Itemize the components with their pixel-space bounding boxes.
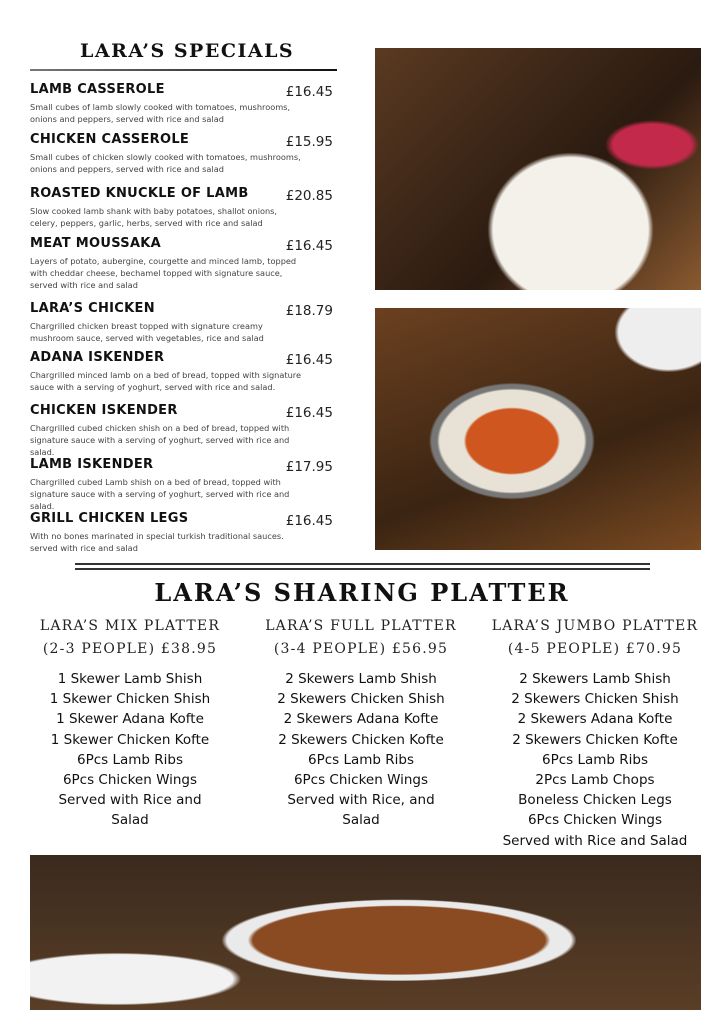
platter-line: 6Pcs Lamb Ribs [307,751,415,768]
item-description: Chargrilled chicken breast topped with signature creamy mushroom sauce, served with vegetables, rice and salad [30,321,264,343]
menu-item [30,132,336,175]
item-name: CHICKEN CASSEROLE [30,132,190,147]
platter-line: 6Pcs Chicken Wings [527,812,663,829]
item-price: £17.95 [285,459,333,475]
item-name: ROASTED KNUCKLE OF LAMB [30,186,249,201]
platter-people-price: (4-5 PEOPLE) £70.95 [507,641,683,657]
platter-name: LARA’S MIX PLATTER [39,618,221,634]
platter-line: Served with Rice and [58,792,202,809]
item-price: £16.45 [285,84,333,100]
platter-line: 1 Skewer Adana Kofte [56,711,204,728]
item-price: £15.95 [285,134,333,150]
item-name: LAMB CASSEROLE [30,82,165,97]
menu-item [30,403,336,458]
item-name: ADANA ISKENDER [30,350,165,365]
title-divider [30,69,337,71]
item-description: Layers of potato, aubergine, courgette and minced lamb, topped with cheddar cheese, bechamel topped with signature sauce, served with rice and salad [30,256,297,290]
platter-line: 1 Skewer Lamb Shish [57,671,203,687]
platter-people-price: (3-4 PEOPLE) £56.95 [273,641,449,657]
platter-people-price: (2-3 PEOPLE) £38.95 [42,641,218,657]
casserole-photo [375,308,701,550]
section-divider [75,563,650,565]
item-description: With no bones marinated in special turkish traditional sauces. served with rice and salad [30,531,284,553]
platter-line: 1 Skewer Chicken Shish [49,691,211,708]
platter-line: Salad [342,812,380,829]
platter-line: Boneless Chicken Legs [518,792,672,809]
item-price: £16.45 [285,513,333,529]
platter-line: 2Pcs Lamb Chops [535,772,655,789]
item-price: £16.45 [285,405,333,421]
item-name: GRILL CHICKEN LEGS [30,511,189,526]
item-name: MEAT MOUSSAKA [30,236,162,251]
platter-column [10,615,250,831]
platter-line: 2 Skewers Chicken Kofte [512,731,678,748]
platter-name: LARA’S FULL PLATTER [265,618,457,634]
item-price: £16.45 [285,352,333,368]
platter-line: 6Pcs Chicken Wings [62,772,198,789]
menu-item [30,350,336,393]
item-description: Chargrilled cubed chicken shish on a bed of bread, topped with signature sauce with a serving of yoghurt, served with rice and salad. [30,423,290,457]
menu-item [30,511,336,554]
platter-line: 2 Skewers Adana Kofte [283,711,439,728]
item-description: Small cubes of lamb slowly cooked with tomatoes, mushrooms, onions and peppers, served with rice and salad [30,102,291,124]
platter-line: 1 Skewer Chicken Kofte [50,731,210,748]
item-name: LARA’S CHICKEN [30,301,155,316]
platter-photo [30,855,701,1010]
platter-line: Salad [111,812,149,829]
sharing-title: LARA’S SHARING PLATTER [154,578,570,607]
specials-title: LARA’S SPECIALS [80,40,295,62]
item-name: CHICKEN ISKENDER [30,403,178,418]
platter-line: 6Pcs Lamb Ribs [541,751,649,768]
menu-item [30,186,336,229]
item-description: Small cubes of chicken slowly cooked with tomatoes, mushrooms, onions and peppers, served with rice and salad [30,152,301,174]
moussaka-photo [375,48,701,290]
item-name: LAMB ISKENDER [30,457,154,472]
platter-line: 2 Skewers Chicken Kofte [278,731,444,748]
platter-line: Served with Rice and Salad [502,832,688,849]
menu-item [30,82,336,125]
platter-line: 2 Skewers Chicken Shish [277,691,445,708]
platter-line: 2 Skewers Chicken Shish [511,691,679,708]
menu-item [30,457,336,512]
section-divider [75,568,650,570]
item-price: £18.79 [285,303,333,319]
item-price: £20.85 [285,188,333,204]
platter-line: 2 Skewers Adana Kofte [517,711,673,728]
platter-name: LARA’S JUMBO PLATTER [491,618,699,634]
platter-column [241,615,481,831]
platter-line: 6Pcs Lamb Ribs [76,751,184,768]
platter-column [475,615,715,851]
item-description: Chargrilled minced lamb on a bed of bread, topped with signature sauce with a serving of yoghurt, served with rice and salad. [30,370,301,392]
item-description: Chargrilled cubed Lamb shish on a bed of bread, topped with signature sauce with a serving of yoghurt, served with rice and salad. [30,477,290,511]
platter-line: Served with Rice, and [287,792,435,809]
item-description: Slow cooked lamb shank with baby potatoes, shallot onions, celery, peppers, garlic, herbs, served with rice and salad [30,206,278,228]
platter-line: 2 Skewers Lamb Shish [519,671,671,687]
platter-line: 6Pcs Chicken Wings [293,772,429,789]
menu-item [30,236,336,291]
menu-item [30,301,336,344]
platter-line: 2 Skewers Lamb Shish [285,671,437,687]
item-price: £16.45 [285,238,333,254]
